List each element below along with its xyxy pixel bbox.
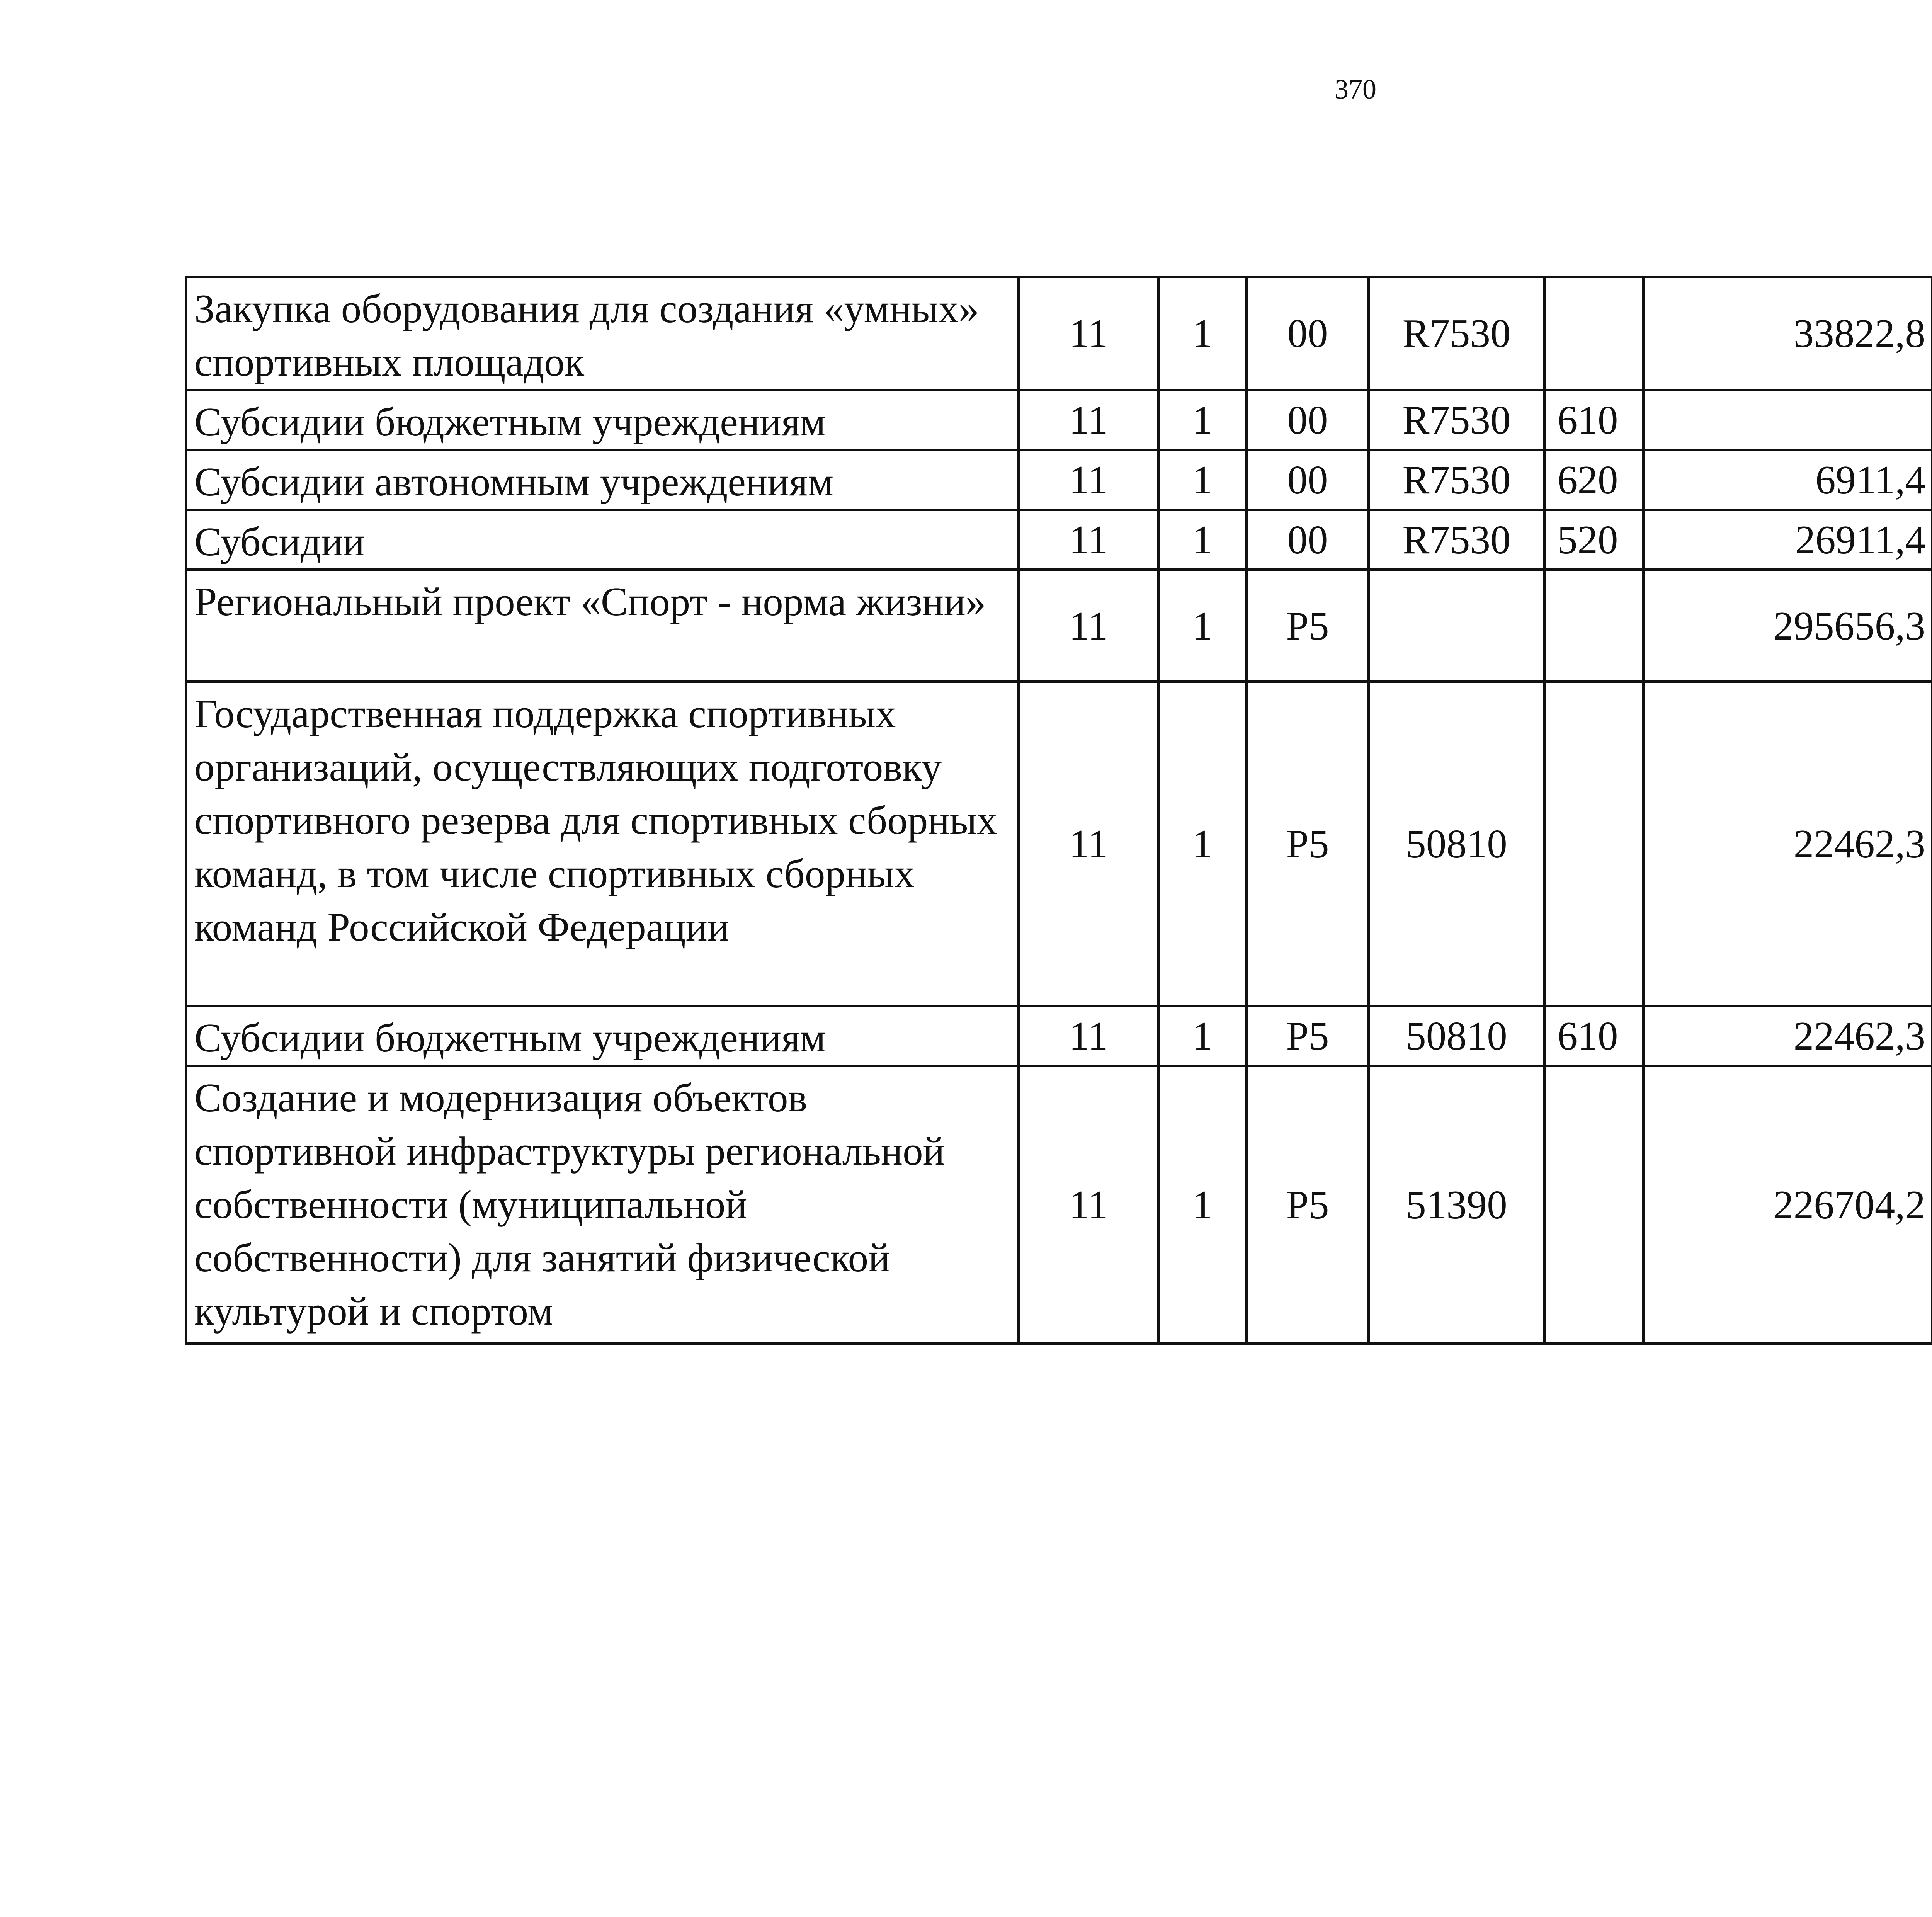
- row-subsection: 1: [1159, 390, 1247, 450]
- row-section: 11: [1019, 510, 1159, 570]
- row-subsection: 1: [1159, 450, 1247, 510]
- row-amount-1: 33822,8: [1643, 277, 1932, 390]
- row-target-code: 00: [1247, 510, 1369, 570]
- page-number: 370: [1335, 74, 1376, 105]
- row-expense-type: [1544, 682, 1643, 1006]
- row-expense-type: [1544, 1066, 1643, 1344]
- row-amount-1: 295656,3: [1643, 570, 1932, 682]
- row-target-code: P5: [1247, 682, 1369, 1006]
- row-article-code: R7530: [1369, 390, 1544, 450]
- row-section: 11: [1019, 390, 1159, 450]
- row-subsection: 1: [1159, 277, 1247, 390]
- row-target-code: 00: [1247, 277, 1369, 390]
- table-row: [186, 682, 1932, 1006]
- row-section: 11: [1019, 1066, 1159, 1344]
- row-section: 11: [1019, 450, 1159, 510]
- row-amount-1: 226704,2: [1643, 1066, 1932, 1344]
- row-section: 11: [1019, 277, 1159, 390]
- row-article-code: R7530: [1369, 510, 1544, 570]
- row-subsection: 1: [1159, 1006, 1247, 1066]
- row-article-code: R7530: [1369, 450, 1544, 510]
- row-target-code: P5: [1247, 1006, 1369, 1066]
- row-subsection: 1: [1159, 570, 1247, 682]
- row-name: Закупка оборудования для создания «умных» спортивных площадок: [186, 277, 1019, 390]
- row-name: Субсидии: [186, 510, 1019, 570]
- row-section: 11: [1019, 682, 1159, 1006]
- table-row: [186, 510, 1932, 570]
- row-target-code: 00: [1247, 390, 1369, 450]
- table-row: [186, 1006, 1932, 1066]
- row-subsection: 1: [1159, 1066, 1247, 1344]
- row-amount-1: 22462,3: [1643, 682, 1932, 1006]
- row-expense-type: [1544, 277, 1643, 390]
- row-target-code: P5: [1247, 570, 1369, 682]
- budget-table: [185, 276, 1932, 1345]
- row-name: Субсидии бюджетным учреждениям: [186, 390, 1019, 450]
- row-section: 11: [1019, 1006, 1159, 1066]
- row-section: 11: [1019, 570, 1159, 682]
- row-article-code: 50810: [1369, 1006, 1544, 1066]
- row-target-code: 00: [1247, 450, 1369, 510]
- row-expense-type: 610: [1544, 1006, 1643, 1066]
- row-amount-1: 6911,4: [1643, 450, 1932, 510]
- row-name: Создание и модернизация объектов спортивной инфраструктуры региональной собственности (муниципальной собственности) для занятий физической культурой и спортом: [186, 1066, 1019, 1344]
- table-row: [186, 450, 1932, 510]
- row-article-code: R7530: [1369, 277, 1544, 390]
- row-amount-1: 22462,3: [1643, 1006, 1932, 1066]
- table-row: [186, 390, 1932, 450]
- row-expense-type: 520: [1544, 510, 1643, 570]
- row-amount-1: 26911,4: [1643, 510, 1932, 570]
- row-name: Региональный проект «Спорт - норма жизни»: [186, 570, 1019, 682]
- row-article-code: 50810: [1369, 682, 1544, 1006]
- table-row: [186, 1066, 1932, 1344]
- row-expense-type: 620: [1544, 450, 1643, 510]
- row-article-code: 51390: [1369, 1066, 1544, 1344]
- table-row: [186, 277, 1932, 390]
- row-name: Субсидии автономным учреждениям: [186, 450, 1019, 510]
- row-subsection: 1: [1159, 510, 1247, 570]
- row-name: Государственная поддержка спортивных организаций, осуществляющих подготовку спортивного резерва для спортивных сборных команд, в том числе спортивных сборных команд Российской Федерации: [186, 682, 1019, 1006]
- row-expense-type: 610: [1544, 390, 1643, 450]
- row-target-code: P5: [1247, 1066, 1369, 1344]
- row-name: Субсидии бюджетным учреждениям: [186, 1006, 1019, 1066]
- table-row: [186, 570, 1932, 682]
- row-amount-1: [1643, 390, 1932, 450]
- row-article-code: [1369, 570, 1544, 682]
- row-expense-type: [1544, 570, 1643, 682]
- row-subsection: 1: [1159, 682, 1247, 1006]
